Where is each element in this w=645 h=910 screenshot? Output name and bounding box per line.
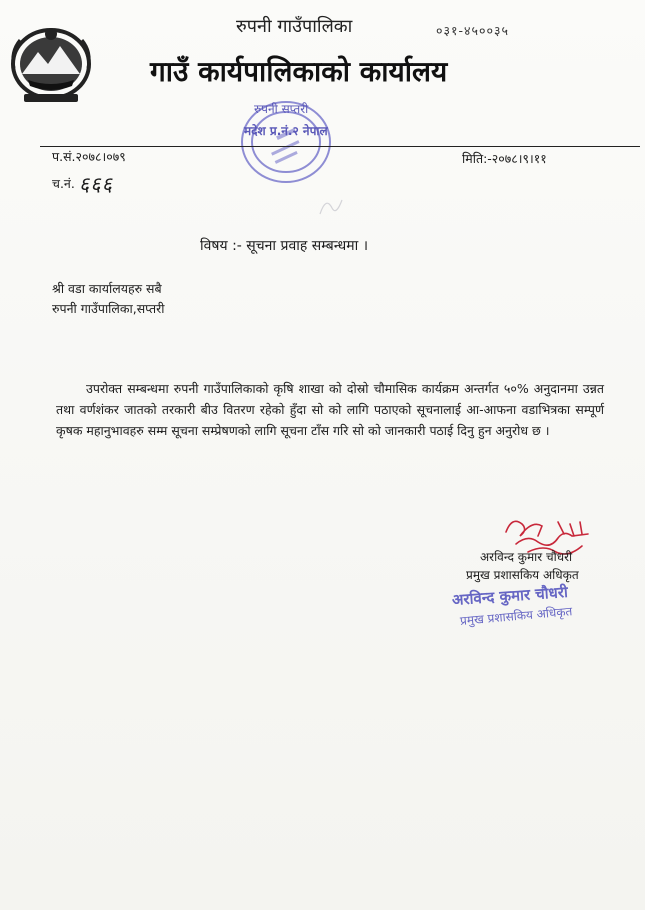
header-divider [40, 146, 640, 147]
name-stamp: अरविन्द कुमार चौधरी [451, 582, 569, 609]
stamp-line-1: रुपनी सप्तरी [254, 102, 309, 116]
stamp-line-2: मदेश प्र.नं.२ नेपाल [244, 124, 328, 138]
phone-number: ०३१-४५००३५ [436, 23, 510, 38]
recipient-line-1: श्री वडा कार्यालयहरु सबै [52, 281, 162, 296]
dispatch-number-row [52, 170, 113, 197]
dispatch-number-label: च.नं. [52, 176, 75, 191]
letter-date: मिति:-२०७८।९।११ [462, 151, 547, 166]
letter-subject: विषय :- सूचना प्रवाह सम्बन्धमा । [200, 238, 369, 254]
dispatch-number-value: ६६६ [78, 172, 114, 196]
signatory-title: प्रमुख प्रशासकिय अधिकृत [466, 568, 579, 582]
pen-mark-icon [316, 190, 346, 220]
main-title: गाउँ कार्यपालिकाको कार्यालय [150, 55, 448, 88]
nepal-emblem-icon [8, 22, 94, 106]
signatory-name: अरविन्द कुमार चौधरी [480, 550, 573, 564]
title-stamp: प्रमुख प्रशासकिय अधिकृत [459, 604, 573, 628]
letter-body: उपरोक्त सम्बन्धमा रुपनी गाउँपालिकाको कृषि शाखा को दोस्रो चौमासिक कार्यक्रम अन्तर्गत ५०% अनुदानमा उन्नत तथा वर्णशंकर जातको तरकारी बीउ वितरण रहेको हुँदा सो को लागि पठाएको सूचनालाई आ-आफना वडाभित्रका सम्पूर्ण कृषक महानुभावहरु सम्म सूचना सम्प्रेषणको लागि सूचना टाँस गरि सो को जानकारी पठाई दिनु हुन अनुरोध छ । [56, 381, 604, 438]
recipient-line-2: रुपनी गाउँपालिका,सप्तरी [52, 301, 165, 316]
office-name: रुपनी गाउँपालिका [236, 16, 353, 37]
reference-number: प.सं.२०७८।०७९ [52, 149, 126, 164]
